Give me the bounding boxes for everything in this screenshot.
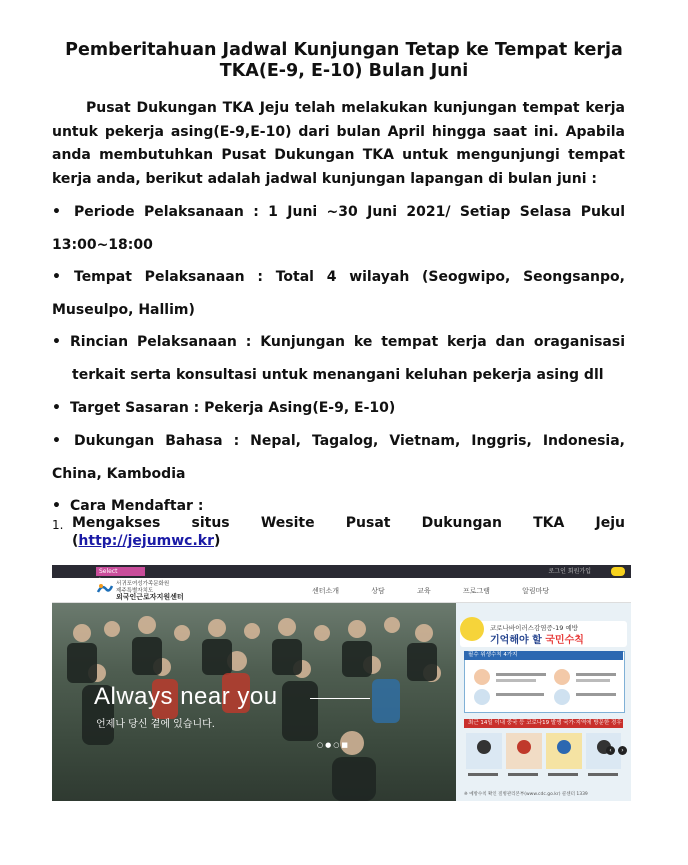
site-navbar — [52, 578, 631, 603]
poster-box-head: 필수 위생수칙 4가지 — [464, 651, 623, 660]
bullet-text: Rincian Pelaksanaan : Kunjungan ke tempat kerja dan oraganisasi — [70, 334, 625, 350]
poster-footer: ※ 예방수칙 확인 질병관리본부(www.cdc.go.kr) 콜센터 1339 — [464, 792, 588, 797]
document-title — [40, 40, 648, 82]
bullet-text: Target Sasaran : Pekerja Asing(E-9, E-10) — [70, 400, 396, 416]
bullet-text-cont: Museulpo, Hallim) — [52, 302, 195, 318]
bullet-text: Tempat Pelaksanaan : Total 4 wilayah (Seogwipo, Seongsanpo, — [74, 269, 625, 285]
poster-prev-arrow-icon[interactable]: ‹ — [606, 746, 615, 755]
title-line-1: Pemberitahuan Jadwal Kunjungan Tetap ke Tempat kerja — [65, 40, 623, 60]
website-screenshot — [52, 565, 631, 801]
site-top-links[interactable]: 로그인 회원가입 — [548, 568, 591, 575]
poster-next-arrow-icon[interactable]: › — [618, 746, 627, 755]
bullet-marker: • — [52, 400, 61, 416]
bullet-text-cont: terkait serta konsultasi untuk menangani keluhan pekerja asing dll — [72, 367, 604, 383]
logo-main: 외국인근로자지원센터 — [116, 593, 184, 601]
bullet-target — [52, 392, 625, 425]
poster-rules-icon — [464, 663, 623, 709]
bullet-text: Dukungan Bahasa : Nepal, Tagalog, Vietnam, Inggris, Indonesia, — [74, 433, 625, 449]
covid-poster[interactable] — [456, 603, 631, 801]
step-1 — [52, 514, 625, 550]
logo-mid: 제주특별자치도 — [116, 587, 154, 594]
site-logo-text[interactable] — [116, 581, 184, 602]
bullet-marker: • — [52, 433, 61, 449]
select-language-dropdown[interactable]: Select — [96, 567, 145, 576]
cara-mendaftar-heading: • Cara Mendaftar : — [52, 498, 204, 514]
site-nav-menu — [312, 586, 579, 596]
poster-red-banner: 최근 14일 이내 중국 등 코로나19 발생 국가·지역에 방문한 경우 — [464, 719, 623, 728]
hero-divider — [310, 698, 370, 699]
title-line-2: TKA(E-9, E-10) Bulan Juni — [219, 61, 469, 81]
cara-label: Cara Mendaftar : — [70, 498, 204, 514]
paren-close: ) — [214, 533, 221, 549]
poster-line-1: 코로나바이러스감염증-19 예방 — [490, 624, 579, 632]
carousel-dots[interactable]: ○●○■ — [317, 741, 350, 749]
nav-item[interactable]: 상담 — [371, 587, 385, 595]
bullet-marker: • — [52, 334, 61, 350]
hero-subtitle: 언제나 당신 곁에 있습니다. — [96, 719, 215, 730]
website-link[interactable]: http://jejumwc.kr — [78, 533, 215, 549]
site-topbar — [52, 565, 631, 578]
bullet-tempat — [52, 261, 625, 327]
poster-illustrations-icon — [464, 731, 623, 783]
bullet-text-cont: 13:00~18:00 — [52, 237, 153, 253]
nav-item[interactable]: 센터소개 — [312, 587, 340, 595]
step-number: 1. — [52, 518, 64, 532]
bullet-text: Periode Pelaksanaan : 1 Juni ~30 Juni 2021/ Setiap Selasa Pukul — [74, 204, 625, 220]
nav-item[interactable]: 프로그램 — [462, 587, 490, 595]
bullet-marker: • — [52, 204, 61, 220]
intro-paragraph — [52, 97, 625, 191]
poster-badge-icon — [460, 617, 484, 641]
paren-open: ( — [72, 533, 79, 549]
bullet-rincian — [52, 326, 625, 392]
poster-line-2 — [490, 631, 584, 646]
nav-item[interactable]: 알림마당 — [522, 587, 550, 595]
step-text: Mengakses situs Wesite Pusat Dukungan TKA Jeju — [72, 515, 625, 531]
nav-item[interactable]: 교육 — [417, 587, 431, 595]
bullet-marker: • — [52, 269, 61, 285]
jeju-logo-icon — [96, 582, 114, 596]
logo-sub: 서귀포여성가족문화원 — [116, 581, 170, 587]
kakao-icon[interactable] — [611, 567, 625, 576]
poster-line-2a: 기억해야 할 — [490, 635, 546, 646]
hero-title: Always near you — [94, 683, 278, 710]
bullet-periode — [52, 196, 625, 262]
poster-line-2b: 국민수칙 — [545, 635, 584, 646]
bullet-text-cont: China, Kambodia — [52, 466, 186, 482]
bullet-bahasa — [52, 425, 625, 491]
intro-text: Pusat Dukungan TKA Jeju telah melakukan kunjungan tempat kerja untuk pekerja asing(E-9,E-10) dari bulan April hingga saat ini. Apabila anda membutuhkan Pusat Dukungan TKA untuk mengunjungi tempat kerja anda, berikut adalah jadwal kunjungan lapangan di bulan juni : — [52, 100, 625, 187]
